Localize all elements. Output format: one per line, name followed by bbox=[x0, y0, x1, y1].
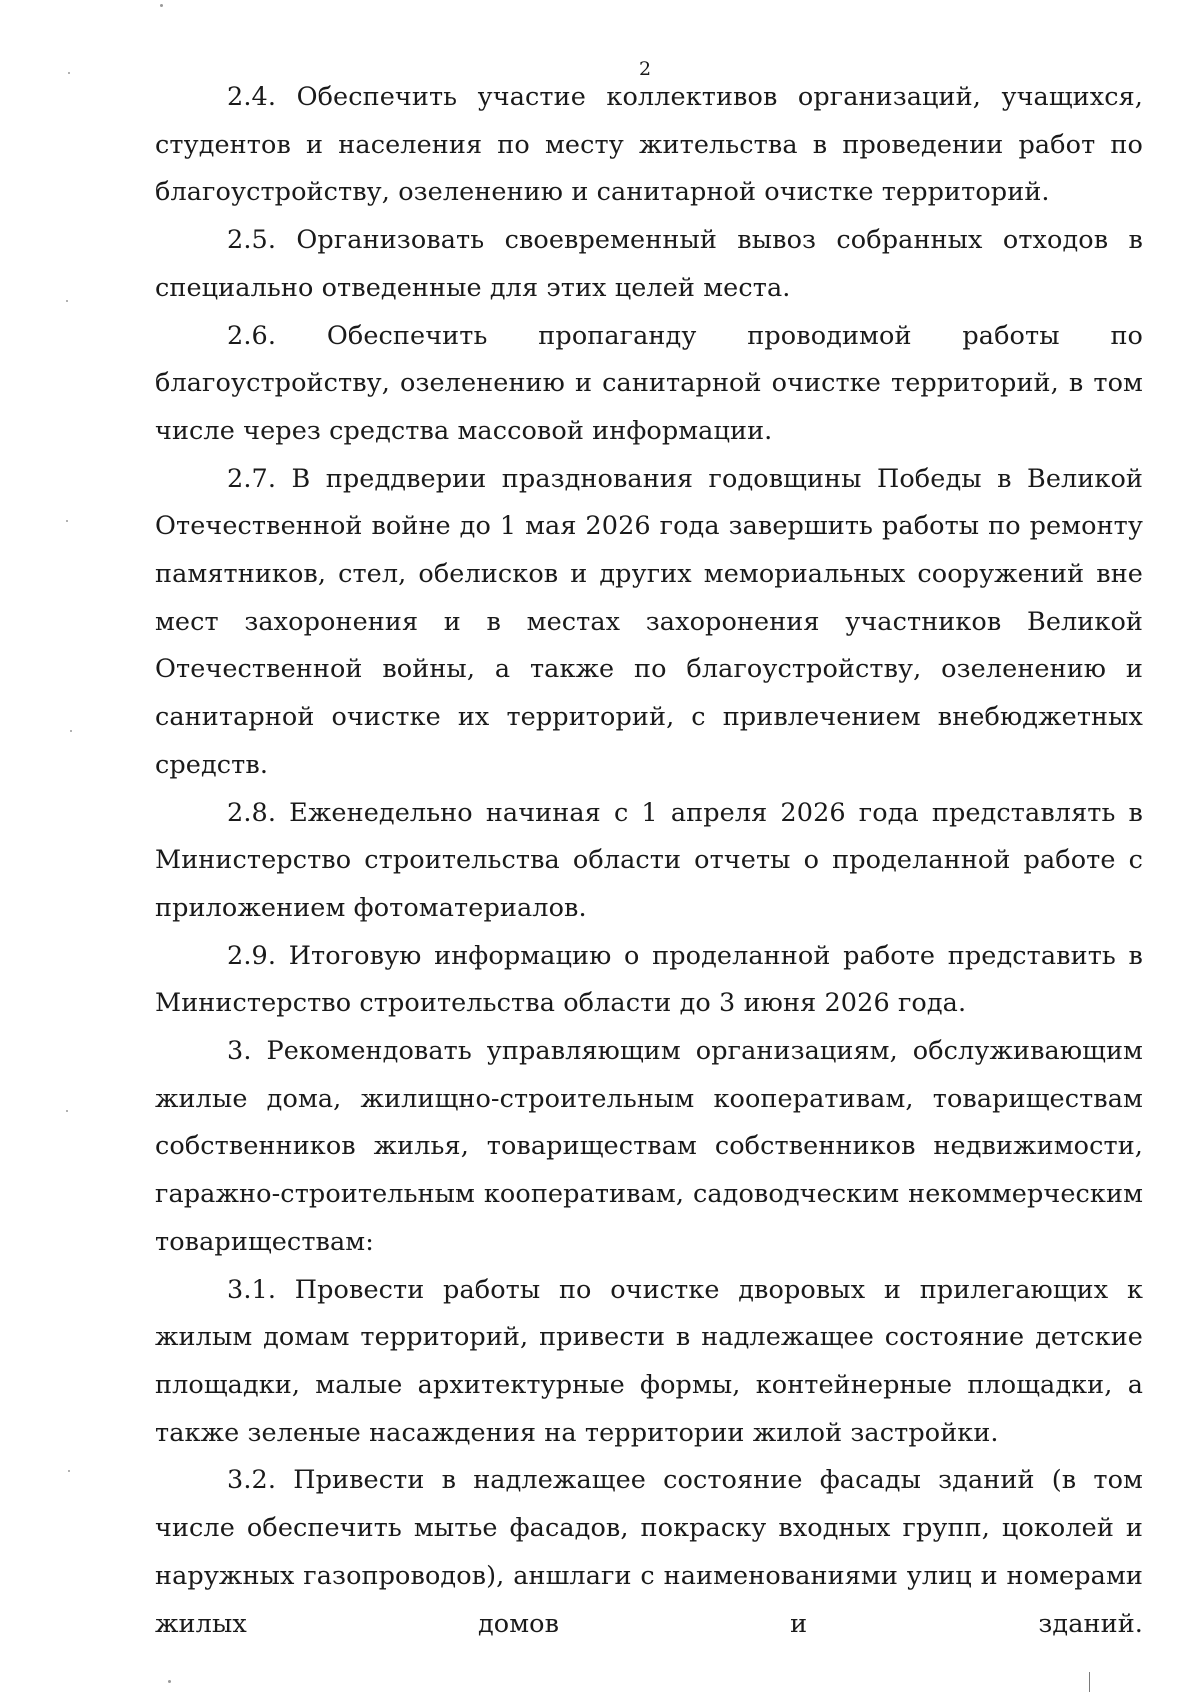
scan-speck bbox=[160, 4, 163, 7]
paragraph-2-9: 2.9. Итоговую информацию о проделанной работе представить в Министерство строительства области до 3 июня 2026 года. bbox=[155, 940, 1143, 1019]
scan-edge-mark bbox=[1089, 1672, 1090, 1692]
paragraph-3-1: 3.1. Провести работы по очистке дворовых и прилегающих к жилым домам территорий, привести в надлежащее состояние детские площадки, малые архитектурные формы, контейнерные площадки, а также зеленые насаждения на территории жилой застройки. bbox=[155, 1274, 1143, 1448]
document-body bbox=[155, 74, 1143, 1648]
paragraph-2-7: 2.7. В преддверии празднования годовщины Победы в Великой Отечественной войне до 1 мая 2026 года завершить работы по ремонту памятников, стел, обелисков и других мемориальных сооружений вне мест захоронения и в местах захоронения участников Великой Отечественной войны, а также по благоустройству, озеленению и санитарной очистке их территорий, с привлечением внебюджетных средств. bbox=[155, 463, 1143, 780]
paragraph-3: 3. Рекомендовать управляющим организациям, обслуживающим жилые дома, жилищно-строительным кооперативам, товариществам собственников жилья, товариществам собственников недвижимости, гаражно-строительным кооперативам, садоводческим некоммерческим товариществам: bbox=[155, 1036, 1143, 1257]
scan-speck bbox=[68, 1470, 70, 1472]
paragraph-2-4: 2.4. Обеспечить участие коллективов организаций, учащихся, студентов и населения по месту жительства в проведении работ по благоустройству, озеленению и санитарной очистке территорий. bbox=[155, 82, 1143, 208]
scan-speck bbox=[66, 520, 68, 522]
scan-speck bbox=[66, 1110, 68, 1112]
scan-speck bbox=[168, 1680, 171, 1683]
scan-speck bbox=[70, 730, 72, 732]
page-number: 2 bbox=[638, 58, 652, 80]
paragraph-2-5: 2.5. Организовать своевременный вывоз собранных отходов в специально отведенные для этих целей места. bbox=[155, 225, 1143, 303]
scan-speck bbox=[66, 300, 68, 302]
paragraph-3-2: 3.2. Привести в надлежащее состояние фасады зданий (в том числе обеспечить мытье фасадов, покраску входных групп, цоколей и наружных газопроводов), аншлаги с наименованиями улиц и номерами жилых домов и зданий. bbox=[155, 1465, 1143, 1639]
paragraph-2-8: 2.8. Еженедельно начиная с 1 апреля 2026 года представлять в Министерство строительства области отчеты о проделанной работе с приложением фотоматериалов. bbox=[155, 797, 1143, 923]
scan-speck bbox=[68, 72, 70, 74]
paragraph-2-6: 2.6. Обеспечить пропаганду проводимой работы по благоустройству, озеленению и санитарной очистке территорий, в том числе через средства массовой информации. bbox=[155, 320, 1143, 446]
